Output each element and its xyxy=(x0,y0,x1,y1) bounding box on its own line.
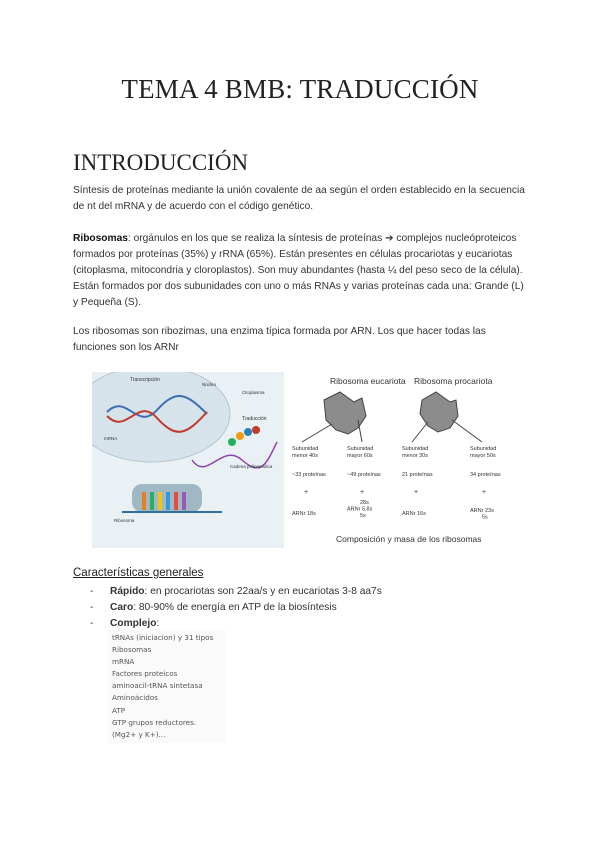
label-transcripcion: Transcripción xyxy=(130,377,160,383)
euk-small-label: Subunidad menor 40s xyxy=(292,446,319,459)
figure-caption: Composición y masa de los ribosomas xyxy=(336,534,482,544)
ribosomas-term: Ribosomas xyxy=(73,233,128,244)
plus-1: + xyxy=(304,489,309,496)
complejo-components xyxy=(108,630,226,743)
pro-arrow-small xyxy=(412,422,428,442)
euk-large-prot: ~49 proteínas xyxy=(347,472,381,478)
pro-ribosome-shape xyxy=(420,392,458,432)
list-item: ATP xyxy=(112,705,126,715)
label-nucleo: Núcleo xyxy=(202,382,217,387)
label-ribosoma: Ribosoma xyxy=(114,518,135,523)
pro-large-prot: 34 proteínas xyxy=(470,472,501,478)
list-item: mRNA xyxy=(112,657,135,667)
caracteristicas-list xyxy=(73,584,533,632)
pro-arrow-large xyxy=(452,420,482,442)
plus-4: + xyxy=(482,489,487,496)
pro-small-rna: ARNr 16s xyxy=(402,511,426,517)
euk-small-prot: ~33 proteínas xyxy=(292,472,326,478)
section-heading: INTRODUCCIÓN xyxy=(73,150,249,175)
list-item: tRNAs (iniciacion) y 31 tipos xyxy=(112,633,214,642)
euk-title: Ribosoma eucariota xyxy=(330,376,406,386)
euk-large-rna: 28s ARNr 5,8s 5s xyxy=(347,500,373,519)
euk-large-label: Subunidad mayor 60s xyxy=(347,446,374,459)
ribosome-figure-svg xyxy=(92,372,510,548)
label-mrna: mRNA xyxy=(104,436,118,441)
pro-title: Ribosoma procariota xyxy=(414,376,493,386)
list-item: (Mg2+ y K+)... xyxy=(112,729,166,739)
plus-3: + xyxy=(414,489,419,496)
ribozimas-paragraph: Los ribosomas son ribozimas, una enzima típica formada por ARN. Los que hacer todas las funciones son los ARNr xyxy=(73,326,486,353)
pro-small-prot: 21 proteínas xyxy=(402,472,433,478)
caracteristicas-heading: Características generales xyxy=(73,567,204,579)
label-traduccion: Traducción xyxy=(242,416,267,422)
label-cadena: Cadena polipeptídica xyxy=(230,464,273,469)
page-title: TEMA 4 BMB: TRADUCCIÓN xyxy=(121,74,479,104)
list-item: - Caro: 80-90% de energía en ATP de la biosíntesis xyxy=(90,602,337,613)
ribosome-figure xyxy=(92,372,510,548)
list-item: - Complejo: xyxy=(90,618,160,629)
pro-large-rna: ARNr 23s 5s xyxy=(470,508,494,521)
intro-paragraph: Síntesis de proteínas mediante la unión covalente de aa según el orden establecido en la secuencia de nt del mRNA y de acuerdo con el código genético. xyxy=(73,185,525,212)
list-item: Ribosomas xyxy=(112,645,152,655)
list-item: Aminoácidos xyxy=(112,693,158,703)
pro-large-label: Subunidad mayor 50s xyxy=(470,446,497,459)
ribosomas-paragraph xyxy=(73,231,531,311)
list-item: Factores proteicos xyxy=(112,669,178,679)
plus-2: + xyxy=(360,489,365,496)
euk-small-rna: ARNr 18s xyxy=(292,511,316,517)
list-item: GTP grupos reductores. xyxy=(112,717,197,727)
ribosomas-text: : orgánulos en los que se realiza la síntesis de proteínas ➔ complejos nucleóproteicos formados por proteínas (35%) y rRNA (65%). Están presentes en células procariotas y eucariotas (citoplasma, mitocondria y cloroplastos). Son muy abundantes (hasta ¼ del peso seco de la célula). Están formados por dos subunidades con uno o más RNAs y varias proteínas cada una: Grande (L) y Pequeña (S). xyxy=(73,233,524,308)
euk-arrow-small xyxy=(302,424,332,442)
pro-small-label: Subunidad menor 30s xyxy=(402,446,429,459)
label-citoplasma: Citoplasma xyxy=(242,390,265,395)
list-item: - Rápido: en procariotas son 22aa/s y en eucariotas 3-8 aa7s xyxy=(90,586,382,597)
list-item: aminoacil-tRNA sintetasa xyxy=(112,681,203,691)
